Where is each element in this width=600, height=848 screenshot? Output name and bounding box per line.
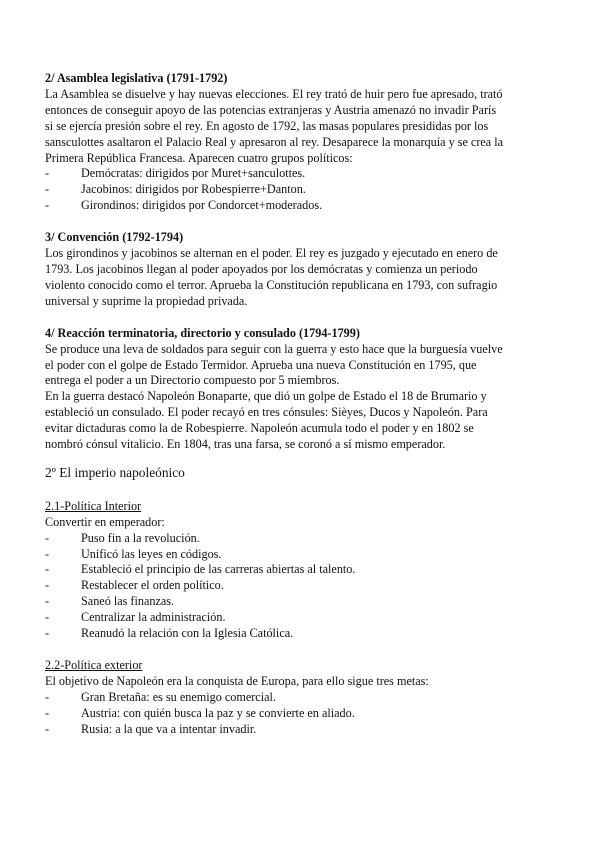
list-item-text: Puso fin a la revolución.: [81, 530, 200, 545]
subsection-politica-interior: [45, 499, 560, 642]
paragraph-line: 1793. Los jacobinos llegan al poder apoyados por los demócratas y comienza un periodo: [45, 261, 478, 276]
section-heading: 2/ Asamblea legislativa (1791-1792): [45, 71, 228, 85]
paragraph-line: el poder con el golpe de Estado Termidor. Aprueba una nueva Constitución en 1795, que: [45, 357, 477, 372]
document-content: [45, 71, 560, 754]
political-groups-list: [45, 166, 560, 214]
list-item: [45, 626, 560, 642]
list-item-text: Estableció el principio de las carreras abiertas al talento.: [81, 562, 356, 577]
section-heading: 3/ Convención (1792-1794): [45, 230, 184, 245]
dash-bullet: -: [45, 546, 50, 561]
dash-bullet: -: [45, 594, 50, 609]
list-item-text: Centralizar la administración.: [81, 610, 226, 625]
dash-bullet: -: [45, 182, 50, 197]
list-item: [45, 706, 560, 722]
interior-policy-list: [45, 531, 560, 642]
list-item: [45, 562, 560, 578]
paragraph-line: Los girondinos y jacobinos se alternan en el poder. El rey es juzgado y ejecutado en enero de: [45, 246, 498, 261]
section-asamblea-legislativa: [45, 71, 560, 214]
list-item-text: Restablecer el orden político.: [81, 578, 224, 593]
list-item-text: Jacobinos: dirigidos por Robespierre+Danton.: [81, 182, 306, 197]
list-item: [45, 690, 560, 706]
paragraph-line: Se produce una leva de soldados para seguir con la guerra y esto hace que la burguesía vuelve: [45, 341, 503, 356]
list-item-text: Gran Bretaña: es su enemigo comercial.: [81, 689, 276, 704]
list-item: [45, 531, 560, 547]
subsection-politica-exterior: [45, 658, 560, 738]
dash-bullet: -: [45, 610, 50, 625]
paragraph-line: En la guerra destacó Napoleón Bonaparte, que dió un golpe de Estado el 18 de Brumario y: [45, 389, 487, 404]
paragraph-line: nombró cónsul vitalicio. En 1804, tras una farsa, se coronó a sí mismo emperador.: [45, 437, 446, 452]
subsection-heading: 2.1-Política Interior: [45, 498, 142, 513]
section-reaccion-termidoriana: [45, 326, 560, 453]
paragraph-line: entonces de conseguir apoyo de las potencias extranjeras y Austria amenazó no invadir París: [45, 102, 497, 117]
list-item: [45, 182, 560, 198]
dash-bullet: -: [45, 626, 50, 641]
chapter-heading: 2º El imperio napoleónico: [45, 464, 185, 480]
section-heading: 4/ Reacción terminatoria, directorio y consulado (1794-1799): [45, 325, 360, 340]
dash-bullet: -: [45, 198, 50, 213]
dash-bullet: -: [45, 166, 50, 181]
list-item-text: Reanudó la relación con la Iglesia Católica.: [81, 626, 294, 641]
section-convencion: [45, 230, 560, 310]
dash-bullet: -: [45, 721, 50, 736]
list-item-text: Demócratas: dirigidos por Muret+sanculottes.: [81, 166, 306, 181]
paragraph-line: si se ejercía presión sobre el rey. En agosto de 1792, las masas populares presididas por los: [45, 118, 489, 133]
list-item: [45, 594, 560, 610]
paragraph-line: entrega el poder a un Directorio compuesto por 5 miembros.: [45, 373, 340, 388]
paragraph-line: La Asamblea se disuelve y hay nuevas elecciones. El rey trató de huir pero fue apresado, trató: [45, 86, 503, 101]
list-item-text: Rusia: a la que va a intentar invadir.: [81, 721, 257, 736]
list-item-text: Austria: con quién busca la paz y se convierte en aliado.: [81, 705, 355, 720]
subsection-intro: Convertir en emperador:: [45, 514, 165, 529]
paragraph-line: universal y suprime la propiedad privada.: [45, 293, 248, 308]
dash-bullet: -: [45, 578, 50, 593]
exterior-policy-list: [45, 690, 560, 738]
dash-bullet: -: [45, 562, 50, 577]
list-item: [45, 547, 560, 563]
list-item: [45, 722, 560, 738]
paragraph-line: violento conocido como el terror. Aprueba la Constitución republicana en 1793, con sufragio: [45, 277, 498, 292]
paragraph-line: sansculottes asaltaron el Palacio Real y apresaron al rey. Desaparece la monarquía y se crea la: [45, 134, 504, 149]
dash-bullet: -: [45, 530, 50, 545]
subsection-heading: 2.2-Política exterior: [45, 658, 143, 672]
dash-bullet: -: [45, 705, 50, 720]
list-item-text: Unificó las leyes en códigos.: [81, 546, 222, 561]
paragraph-line: Primera República Francesa. Aparecen cuatro grupos políticos:: [45, 150, 353, 165]
paragraph-line: evitar dictaduras como la de Robespierre. Napoleón acumula todo el poder y en 1802 se: [45, 421, 474, 436]
dash-bullet: -: [45, 689, 50, 704]
list-item-text: Girondinos: dirigidos por Condorcet+moderados.: [81, 198, 323, 213]
paragraph-line: estableció un consulado. El poder recayó en tres cónsules: Sièyes, Ducos y Napoleón. Para: [45, 405, 488, 420]
list-item-text: Saneó las finanzas.: [81, 594, 175, 609]
list-item: [45, 198, 560, 214]
list-item: [45, 166, 560, 182]
list-item: [45, 610, 560, 626]
list-item: [45, 578, 560, 594]
subsection-intro: El objetivo de Napoleón era la conquista de Europa, para ello sigue tres metas:: [45, 673, 429, 688]
